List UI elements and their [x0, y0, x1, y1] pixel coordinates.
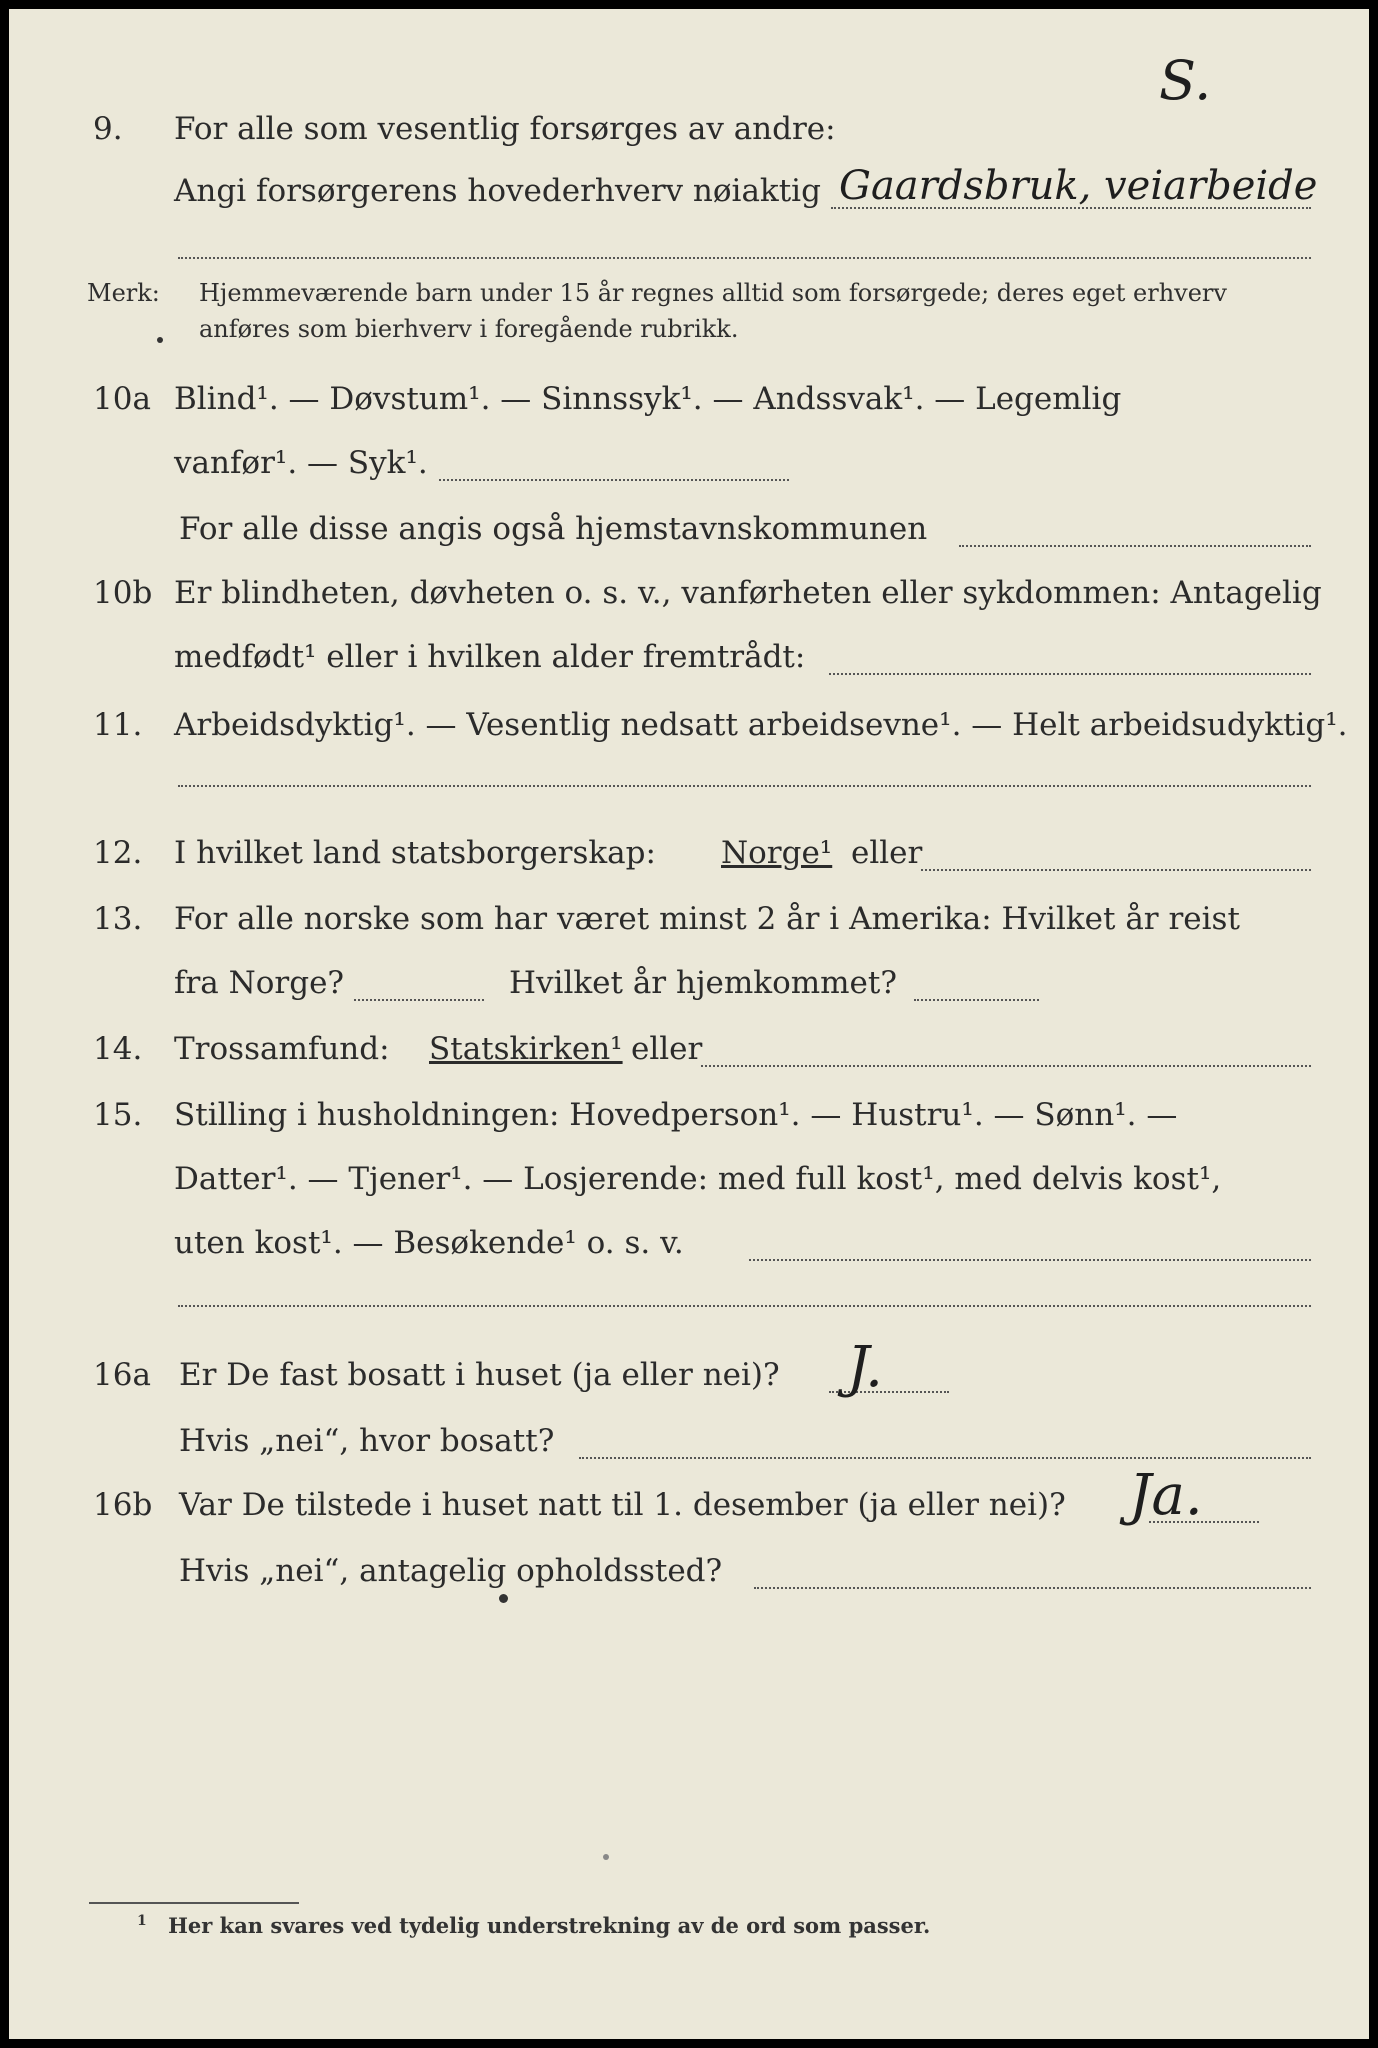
question-text: Hvilket år hjemkommet?: [509, 965, 897, 1001]
question-number: 15.: [93, 1097, 143, 1133]
question-10a: [9, 369, 1369, 431]
handwritten-answer: Ja.: [1129, 1463, 1203, 1528]
ink-speck: [499, 1594, 508, 1603]
answer-line: [921, 869, 1311, 871]
question-number: 10a: [93, 381, 151, 417]
question-text: For alle norske som har været minst 2 år i Amerika: Hvilket år reist: [174, 901, 1240, 937]
note-label: Merk:: [87, 279, 160, 307]
census-form-page: [9, 9, 1369, 2039]
blank-line: [178, 1305, 1311, 1307]
handwritten-answer: J.: [847, 1335, 883, 1400]
handwritten-answer: Gaardsbruk, veiarbeide: [839, 163, 1318, 209]
question-number: 16b: [93, 1487, 153, 1523]
question-number: 11.: [93, 707, 143, 743]
question-text: Arbeidsdyktig¹. — Vesentlig nedsatt arbeidsevne¹. — Helt arbeidsudyktig¹.: [174, 707, 1348, 743]
blank-line: [178, 257, 1311, 259]
answer-line: [439, 479, 789, 481]
question-text: uten kost¹. — Besøkende¹ o. s. v.: [174, 1225, 684, 1261]
question-text: Hvis „nei“, antagelig opholdssted?: [179, 1553, 723, 1589]
blank-line: [178, 785, 1311, 787]
question-11: [9, 695, 1369, 757]
question-text: Datter¹. — Tjener¹. — Losjerende: med full kost¹, med delvis kost¹,: [174, 1161, 1222, 1197]
question-number: 9.: [93, 111, 123, 147]
footnote-mark: 1: [137, 1913, 147, 1929]
question-14: [9, 1019, 1369, 1081]
handwritten-mark: S.: [1159, 49, 1212, 112]
answer-line: [701, 1065, 1311, 1067]
question-text: Trossamfund:: [174, 1031, 390, 1067]
question-number: 13.: [93, 901, 143, 937]
note-text-1: Hjemmeværende barn under 15 år regnes alltid som forsørgede; deres eget erhverv: [199, 279, 1227, 307]
footnote-rule: [89, 1902, 299, 1904]
footnote: [137, 1913, 930, 1938]
question-text: eller: [851, 835, 923, 871]
question-9-line2: [9, 161, 1369, 223]
question-text: Var De tilstede i huset natt til 1. desember (ja eller nei)?: [179, 1487, 1066, 1523]
question-10a-line2: [9, 433, 1369, 495]
question-16b-line2: [9, 1541, 1369, 1603]
question-text: Er blindheten, døvheten o. s. v., vanførheten eller sykdommen: Antagelig: [174, 575, 1322, 611]
question-label: Angi forsørgerens hovederhverv nøiaktig: [174, 173, 821, 209]
note-text-2: anføres som bierhverv i foregående rubrikk.: [199, 315, 739, 343]
question-16b: [9, 1463, 1369, 1537]
question-13-line2: [9, 953, 1369, 1015]
question-number: 10b: [93, 575, 153, 611]
answer-line: [579, 1457, 1311, 1459]
question-text: Blind¹. — Døvstum¹. — Sinnssyk¹. — Andssvak¹. — Legemlig: [174, 381, 1122, 417]
question-text: vanfør¹. — Syk¹.: [174, 445, 428, 481]
underlined-answer: Statskirken¹: [429, 1031, 623, 1067]
question-text: medfødt¹ eller i hvilken alder fremtrådt:: [174, 639, 806, 675]
question-15-line3: [9, 1213, 1369, 1275]
answer-line: [914, 999, 1039, 1001]
answer-line: [754, 1587, 1311, 1589]
underlined-answer: Norge¹: [721, 835, 833, 871]
question-15: [9, 1085, 1369, 1147]
question-text: fra Norge?: [174, 965, 345, 1001]
ink-speck: [157, 337, 163, 343]
question-text: I hvilket land statsborgerskap:: [174, 835, 656, 871]
question-16a: [9, 1335, 1369, 1407]
question-13: [9, 889, 1369, 951]
question-text: Hvis „nei“, hvor bosatt?: [179, 1423, 555, 1459]
question-10b-line2: [9, 627, 1369, 689]
answer-line: [959, 545, 1311, 547]
question-9: [9, 99, 1369, 161]
question-text: Stilling i husholdningen: Hovedperson¹. — Hustru¹. — Sønn¹. —: [174, 1097, 1178, 1133]
question-text: For alle som vesentlig forsørges av andre:: [174, 111, 836, 147]
question-text: Er De fast bosatt i huset (ja eller nei)?: [179, 1357, 780, 1393]
footnote-text: Her kan svares ved tydelig understrekning av de ord som passer.: [168, 1913, 931, 1938]
ink-speck: [603, 1854, 609, 1860]
answer-line: [749, 1259, 1311, 1261]
question-text: eller: [631, 1031, 703, 1067]
question-15-line2: [9, 1149, 1369, 1211]
question-number: 16a: [93, 1357, 151, 1393]
question-number: 12.: [93, 835, 143, 871]
question-12: [9, 823, 1369, 885]
question-10b: [9, 563, 1369, 625]
answer-line: [354, 999, 484, 1001]
answer-line: [829, 673, 1311, 675]
question-number: 14.: [93, 1031, 143, 1067]
question-10a-line3: [9, 499, 1369, 561]
question-text: For alle disse angis også hjemstavnskommunen: [179, 511, 928, 547]
